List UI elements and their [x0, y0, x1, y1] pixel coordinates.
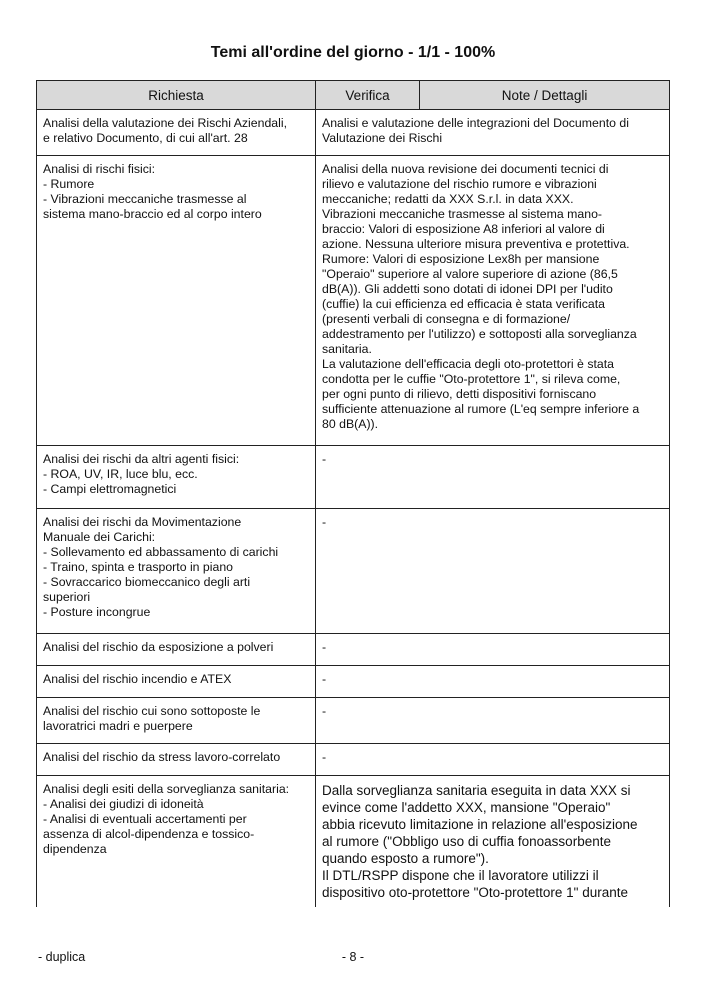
cell-verifica: -	[316, 446, 670, 509]
table-row	[37, 110, 670, 156]
table-row	[37, 744, 670, 776]
header-richiesta: Richiesta	[37, 81, 316, 110]
cell-richiesta: Analisi del rischio incendio e ATEX	[37, 666, 316, 698]
table-header-row	[37, 81, 670, 110]
cell-richiesta: Analisi del rischio da esposizione a polveri	[37, 634, 316, 666]
table-row	[37, 666, 670, 698]
table-row	[37, 634, 670, 666]
agenda-table	[36, 80, 670, 907]
table-row	[37, 156, 670, 446]
footer-left-text: - duplica	[38, 950, 86, 964]
table-row	[37, 446, 670, 509]
cell-richiesta: Analisi dei rischi da altri agenti fisici: - ROA, UV, IR, luce blu, ecc. - Campi elettromagnetici	[37, 446, 316, 509]
header-note: Note / Dettagli	[420, 81, 670, 110]
table-row	[37, 509, 670, 634]
cell-richiesta: Analisi della valutazione dei Rischi Aziendali, e relativo Documento, di cui all'art. 28	[37, 110, 316, 156]
table-row	[37, 776, 670, 908]
cell-verifica: Dalla sorveglianza sanitaria eseguita in data XXX si evince come l'addetto XXX, mansione "Operaio" abbia ricevuto limitazione in relazione all'esposizione al rumore ("Obbligo uso di cuffia fonoassorbente quando esposto a rumore"). Il DTL/RSPP dispone che il lavoratore utilizzi il dispositivo oto-protettore "Oto-protettore 1" durante	[316, 776, 670, 908]
cell-verifica: Analisi della nuova revisione dei documenti tecnici di rilievo e valutazione del rischio rumore e vibrazioni meccaniche; redatti da XXX S.r.l. in data XXX. Vibrazioni meccaniche trasmesse al sistema mano- braccio: Valori di esposizione A8 inferiori al valore di azione. Nessuna ulteriore misura preventiva e protettiva. Rumore: Valori di esposizione Lex8h per mansione "Operaio" superiore al valore superiore di azione (86,5 dB(A)). Gli addetti sono dotati di idonei DPI per l'udito (cuffie) la cui efficienza ed efficacia è stata verificata (presenti verbali di consegna e di formazione/ addestramento per l'utilizzo) e sottoposti alla sorveglianza sanitaria. La valutazione dell'efficacia degli oto-protettori è stata condotta per le cuffie "Oto-protettore 1", si rileva come, per ogni punto di rilievo, detti dispositivi forniscano sufficiente attenuazione al rumore (L'eq sempre inferiore a 80 dB(A)).	[316, 156, 670, 446]
page-number: - 8 -	[341, 950, 365, 964]
cell-verifica: -	[316, 509, 670, 634]
cell-verifica: -	[316, 744, 670, 776]
cell-verifica: -	[316, 666, 670, 698]
cell-richiesta: Analisi dei rischi da Movimentazione Manuale dei Carichi: - Sollevamento ed abbassamento di carichi - Traino, spinta e trasporto in piano - Sovraccarico biomeccanico degli arti superiori - Posture incongrue	[37, 509, 316, 634]
cell-richiesta: Analisi degli esiti della sorveglianza sanitaria: - Analisi dei giudizi di idoneità - Analisi di eventuali accertamenti per assenza di alcol-dipendenza e tossico- dipendenza	[37, 776, 316, 908]
page-title: Temi all'ordine del giorno - 1/1 - 100%	[210, 44, 496, 61]
cell-verifica: -	[316, 698, 670, 744]
cell-richiesta: Analisi di rischi fisici: - Rumore - Vibrazioni meccaniche trasmesse al sistema mano-braccio ed al corpo intero	[37, 156, 316, 446]
cell-verifica: Analisi e valutazione delle integrazioni del Documento di Valutazione dei Rischi	[316, 110, 670, 156]
cell-verifica: -	[316, 634, 670, 666]
header-verifica: Verifica	[316, 81, 420, 110]
cell-richiesta: Analisi del rischio cui sono sottoposte le lavoratrici madri e puerpere	[37, 698, 316, 744]
cell-richiesta: Analisi del rischio da stress lavoro-correlato	[37, 744, 316, 776]
table-row	[37, 698, 670, 744]
